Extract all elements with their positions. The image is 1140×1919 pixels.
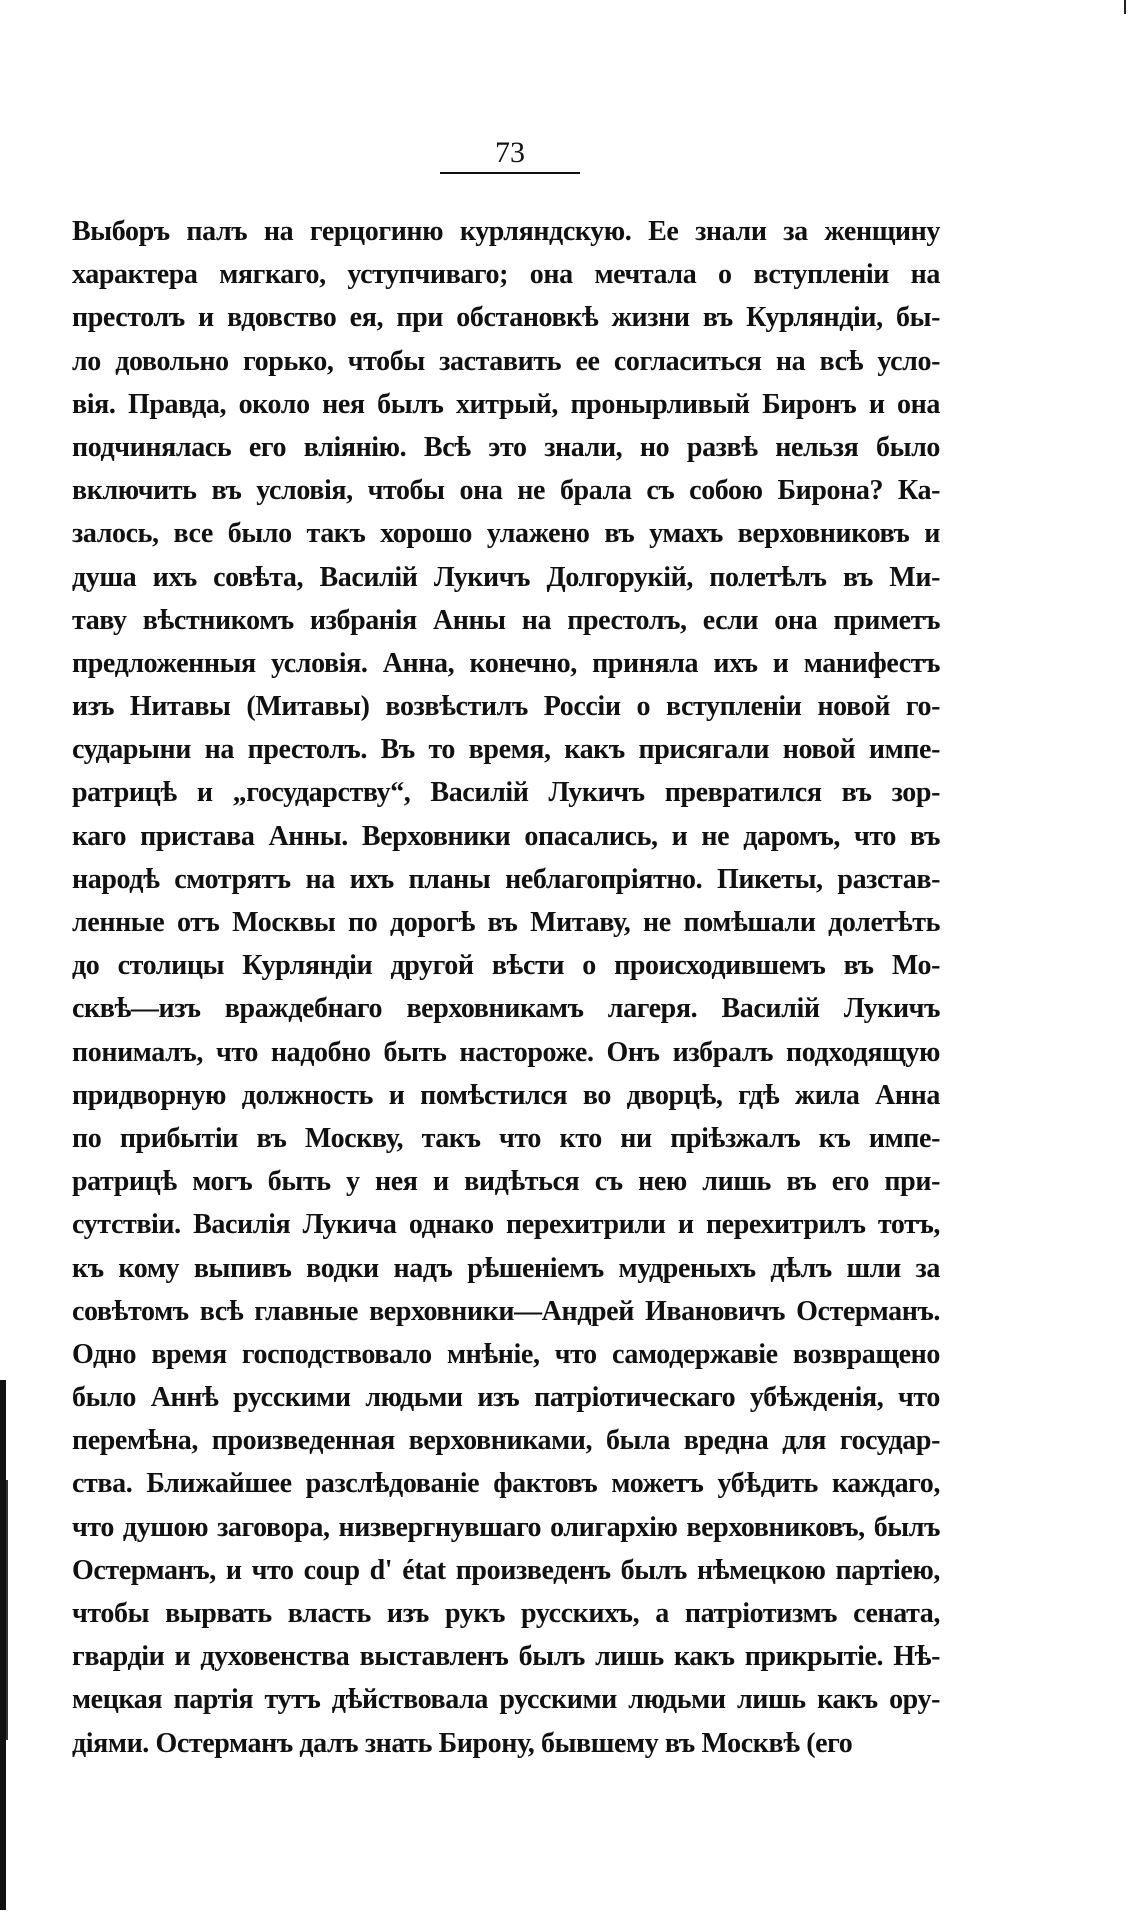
text-line: ленные отъ Москвы по дорогѣ въ Митаву, не помѣшали долетѣть	[72, 907, 940, 938]
text-line: до столицы Курляндіи другой вѣсти о происходившемъ въ Мо-	[72, 950, 940, 982]
text-line: перемѣна, произведенная верховниками, была вредна для государ-	[72, 1425, 940, 1457]
text-line: народѣ смотрятъ на ихъ планы неблагопріятно. Пикеты, разстав-	[72, 863, 940, 895]
text-line: предложенныя условія. Анна, конечно, приняла ихъ и манифестъ	[72, 647, 940, 679]
text-line: къ кому выпивъ водки надъ рѣшеніемъ мудреныхъ дѣлъ шли за	[72, 1252, 940, 1284]
text-line: совѣтомъ всѣ главные верховники—Андрей Ивановичъ Остерманъ.	[72, 1295, 940, 1327]
body-text	[72, 210, 940, 1765]
text-line: было Аннѣ русскими людьми изъ патріотическаго убѣжденія, что	[72, 1382, 940, 1414]
text-line: чтобы вырвать власть изъ рукъ русскихъ, а патріотизмъ сената,	[72, 1598, 940, 1629]
text-line: характера мягкаго, уступчиваго; она мечтала о вступленіи на	[72, 259, 940, 291]
header-rule	[440, 172, 580, 174]
text-line: гвардіи и духовенства выставленъ былъ лишь какъ прикрытіе. Нѣ-	[72, 1641, 940, 1673]
text-line: Одно время господствовало мнѣніе, что самодержавіе возвращено	[72, 1338, 940, 1370]
text-line: ства. Ближайшее разслѣдованіе фактовъ можетъ убѣдить каждаго,	[72, 1468, 940, 1500]
scan-mark	[1124, 0, 1126, 14]
text-line: Выборъ палъ на герцогиню курляндскую. Ее знали за женщину	[72, 216, 940, 247]
text-line: мецкая партія тутъ дѣйствовала русскими людьми лишь какъ ору-	[72, 1684, 940, 1716]
text-line: сквѣ—изъ враждебнаго верховникамъ лагеря. Василій Лукичъ	[72, 993, 940, 1025]
text-line: ратрицѣ могъ быть у нея и видѣться съ нею лишь въ его при-	[72, 1166, 940, 1198]
text-line: понималъ, что надобно быть настороже. Онъ избралъ подходящую	[72, 1036, 940, 1068]
page-number: 73	[495, 136, 525, 169]
text-line: престолъ и вдовство ея, при обстановкѣ жизни въ Курляндіи, бы-	[72, 302, 940, 334]
text-line: діями. Остерманъ далъ знать Бирону, бывшему въ Москвѣ (его	[72, 1727, 853, 1759]
text-line: вія. Правда, около нея былъ хитрый, пронырливый Биронъ и она	[72, 388, 940, 420]
binding-edge-line	[6, 1480, 8, 1740]
text-line: ло довольно горько, чтобы заставить ее согласиться на всѣ усло-	[72, 345, 940, 377]
text-line: включить въ условія, чтобы она не брала съ собою Бирона? Ка-	[72, 475, 940, 507]
text-line: по прибытіи въ Москву, такъ что кто ни пріѣзжалъ къ импе-	[72, 1122, 940, 1154]
text-line: что душою заговора, низвергнувшаго олигархію верховниковъ, былъ	[72, 1511, 940, 1543]
text-line: сутствіи. Василія Лукича однако перехитрили и перехитрилъ тотъ,	[72, 1209, 940, 1241]
text-line: ратрицѣ и „государству“, Василій Лукичъ превратился въ зор-	[72, 777, 940, 809]
text-line: каго пристава Анны. Верховники опасались, и не даромъ, что въ	[72, 820, 940, 852]
text-line: душа ихъ совѣта, Василій Лукичъ Долгорукій, полетѣлъ въ Ми-	[72, 561, 940, 593]
text-line: сударыни на престолъ. Въ то время, какъ присягали новой импе-	[72, 734, 940, 766]
text-line: залось, все было такъ хорошо улажено въ умахъ верховниковъ и	[72, 518, 940, 550]
text-line: Остерманъ, и что coup d' état произведенъ былъ нѣмецкою партіею,	[72, 1554, 940, 1586]
text-line: подчинялась его вліянію. Всѣ это знали, но развѣ нельзя было	[72, 431, 940, 463]
text-line: придворную должность и помѣстился во дворцѣ, гдѣ жила Анна	[72, 1079, 940, 1111]
text-line: таву вѣстникомъ избранія Анны на престолъ, если она приметъ	[72, 604, 940, 636]
text-line: изъ Нитавы (Митавы) возвѣстилъ Россіи о вступленіи новой го-	[72, 691, 940, 723]
